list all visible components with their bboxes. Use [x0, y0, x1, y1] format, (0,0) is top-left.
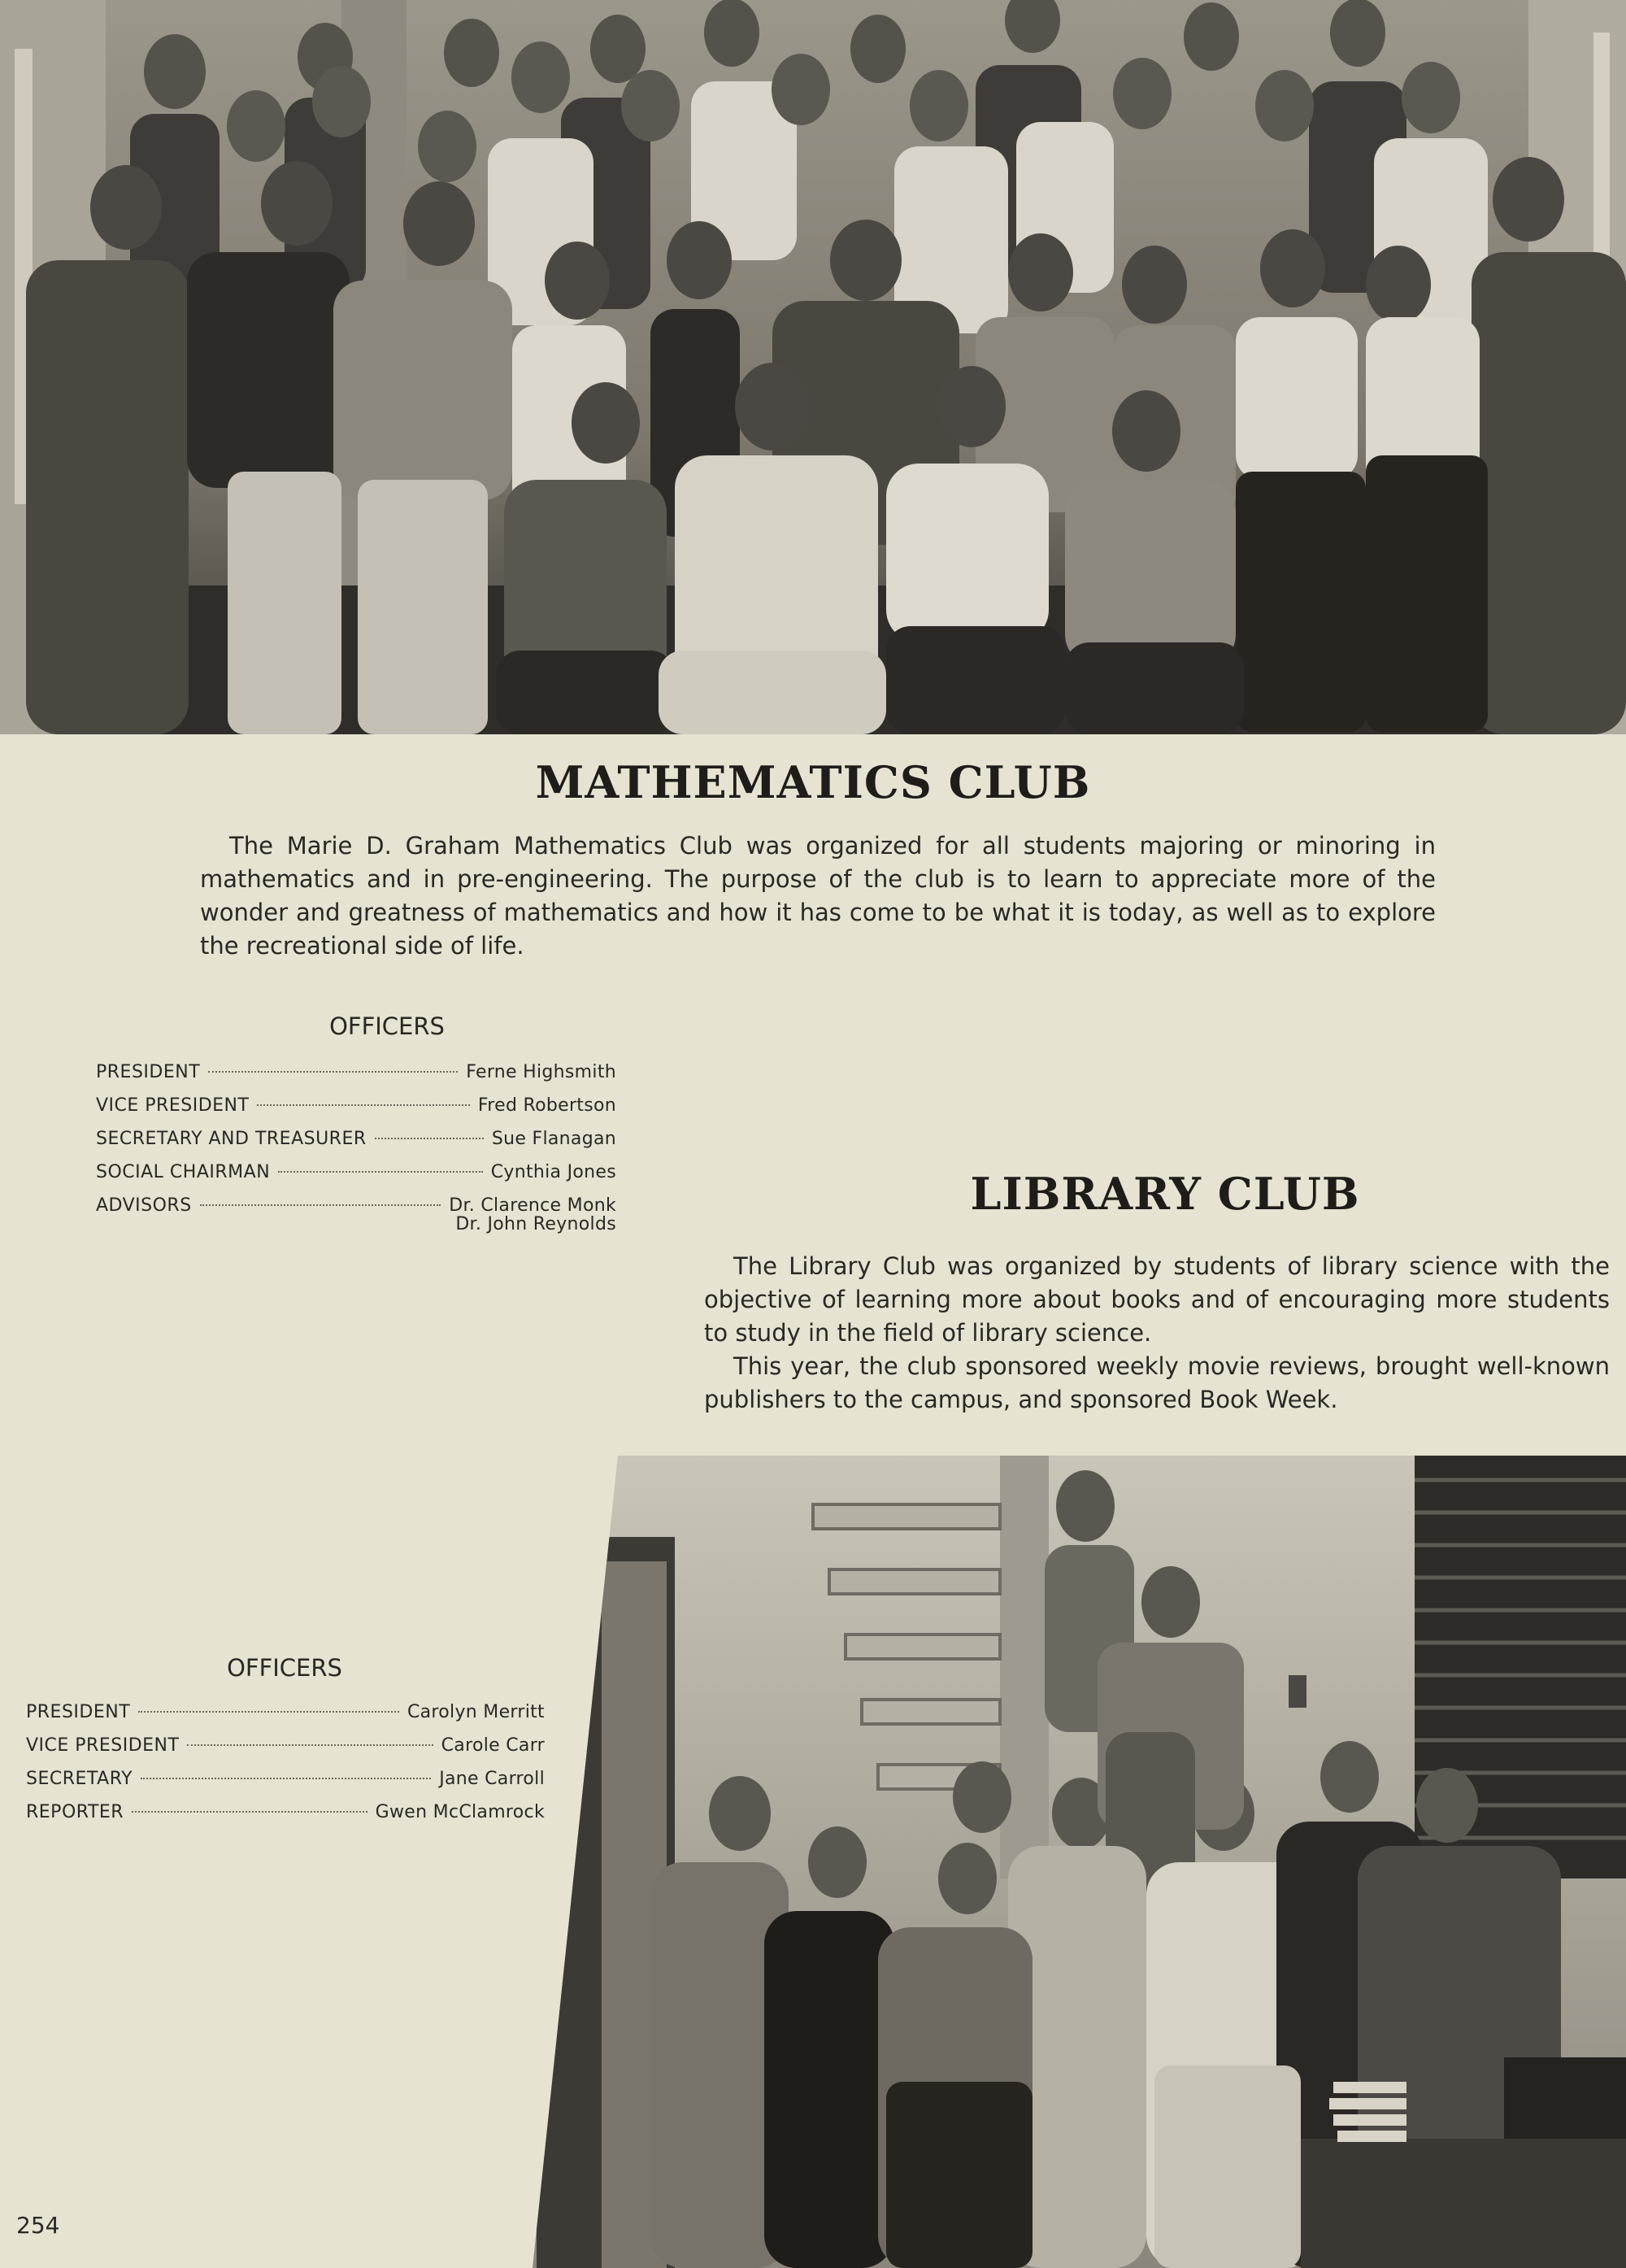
- leader-dots: [257, 1104, 469, 1106]
- officer-row: [26, 1696, 545, 1729]
- library-officers-heading: OFFICERS: [227, 1654, 342, 1682]
- leader-dots: [132, 1811, 367, 1813]
- officer-name: Carolyn Merritt: [406, 1702, 545, 1722]
- officer-row: [26, 1762, 545, 1796]
- library-club-paragraph: The Library Club was organized by students of library science with the objective of learning more about books and of encouraging more students to study in the field of library science.: [704, 1252, 1610, 1347]
- officer-role: SECRETARY AND TREASURER: [96, 1129, 367, 1149]
- officer-role: VICE PRESIDENT: [26, 1735, 180, 1756]
- math-club-group-photo: [0, 0, 1626, 734]
- officer-row: [26, 1729, 545, 1762]
- library-club-paragraph: This year, the club sponsored weekly movie reviews, brought well-known publishers to the campus, and sponsored Book Week.: [704, 1352, 1610, 1413]
- officer-role: SECRETARY: [26, 1769, 133, 1789]
- math-club-description: [200, 829, 1436, 963]
- officer-name: Gwen McClamrock: [375, 1802, 545, 1822]
- library-club-title: LIBRARY CLUB: [970, 1168, 1360, 1220]
- officer-role: PRESIDENT: [26, 1702, 131, 1722]
- page-number: 254: [16, 2212, 60, 2239]
- officer-row: [96, 1056, 616, 1089]
- leader-dots: [208, 1071, 458, 1073]
- officer-name: Fred Robertson: [477, 1095, 616, 1116]
- officer-name: Ferne Highsmith: [466, 1062, 616, 1082]
- officer-role: REPORTER: [26, 1802, 124, 1822]
- officer-name: Dr. Clarence Monk: [449, 1195, 616, 1216]
- officer-name: Cynthia Jones: [490, 1162, 616, 1182]
- officer-role: PRESIDENT: [96, 1062, 201, 1082]
- library-club-description: [704, 1250, 1610, 1417]
- officer-row: [96, 1122, 616, 1156]
- library-club-group-photo: [0, 1456, 1626, 2268]
- leader-dots: [375, 1138, 484, 1139]
- officer-name: Carole Carr: [441, 1735, 545, 1756]
- leader-dots: [138, 1711, 399, 1713]
- leader-dots: [187, 1744, 433, 1746]
- leader-dots: [141, 1778, 431, 1779]
- officer-role: VICE PRESIDENT: [96, 1095, 250, 1116]
- math-club-paragraph: The Marie D. Graham Mathematics Club was organized for all students majoring or minoring in mathematics and in pre-engineering. The purpose of the club is to learn to appreciate more of the wonder and greatness of mathematics and how it has come to be what it is today, as well as to explore the recreational side of life.: [200, 832, 1436, 960]
- math-club-title: MATHEMATICS CLUB: [535, 756, 1091, 808]
- officer-row: [26, 1796, 545, 1829]
- math-officers-list: [96, 1056, 616, 1235]
- officer-role: ADVISORS: [96, 1195, 192, 1216]
- officer-row: [96, 1089, 616, 1122]
- officer-role: SOCIAL CHAIRMAN: [96, 1162, 271, 1182]
- officer-name: Jane Carroll: [439, 1769, 545, 1789]
- officer-name-extra: Dr. John Reynolds: [455, 1214, 616, 1234]
- library-officers-list: [26, 1696, 545, 1829]
- officer-name: Sue Flanagan: [491, 1129, 616, 1149]
- leader-dots: [278, 1171, 483, 1173]
- officer-row: [96, 1156, 616, 1189]
- leader-dots: [200, 1204, 441, 1206]
- math-officers-heading: OFFICERS: [329, 1012, 445, 1040]
